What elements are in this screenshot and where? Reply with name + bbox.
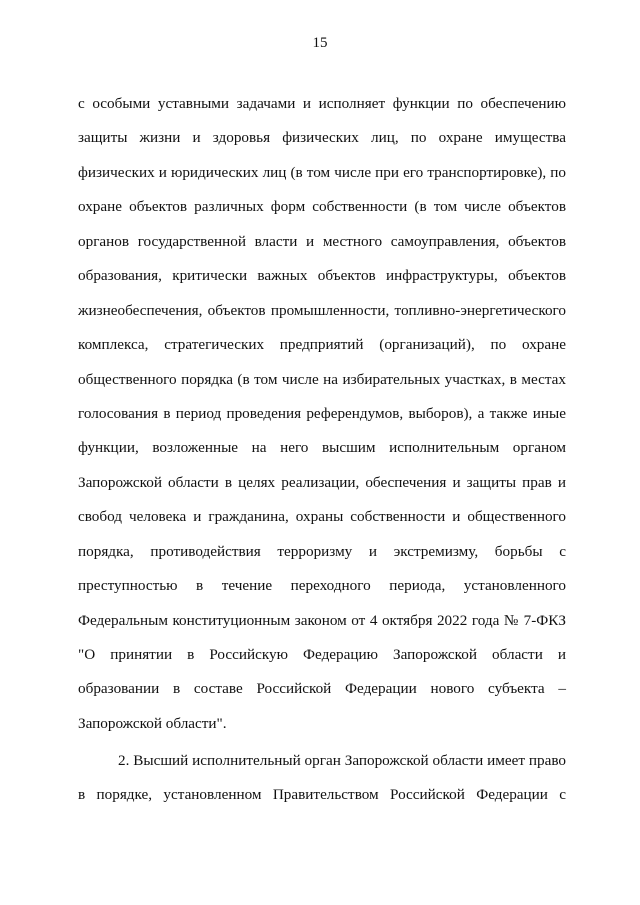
- text-line: образования, критически важных объектов инфраструктуры, объектов: [78, 267, 566, 285]
- text-line: свобод человека и гражданина, охраны собственности и общественного: [78, 508, 566, 526]
- text-line: общественного порядка (в том числе на избирательных участках, в местах: [78, 370, 566, 388]
- page-number: 15: [312, 35, 328, 51]
- text-line: Запорожской области в целях реализации, обеспечения и защиты прав и: [78, 473, 566, 491]
- text-line: охране объектов различных форм собственности (в том числе объектов: [78, 198, 566, 216]
- text-line: комплекса, стратегических предприятий (организаций), по охране: [78, 336, 566, 354]
- paragraph-2: [78, 751, 566, 820]
- text-line: органов государственной власти и местного самоуправления, объектов: [78, 232, 566, 250]
- text-line: Запорожской области".: [78, 714, 227, 732]
- text-line: в порядке, установленном Правительством Российской Федерации с: [78, 786, 566, 804]
- text-line: жизнеобеспечения, объектов промышленности, топливно-энергетического: [78, 301, 566, 319]
- text-line: голосования в период проведения референдумов, выборов), а также иные: [78, 404, 566, 422]
- text-line: преступностью в течение переходного периода, установленного: [78, 577, 566, 595]
- text-line: 2. Высший исполнительный орган Запорожской области имеет право: [118, 752, 566, 769]
- paragraph-1: [78, 94, 566, 748]
- text-line: функции, возложенные на него высшим исполнительным органом: [78, 439, 566, 457]
- text-line: образовании в составе Российской Федерации нового субъекта –: [78, 680, 566, 698]
- text-line: Федеральным конституционным законом от 4 октября 2022 года № 7-ФКЗ: [78, 611, 566, 629]
- text-line: защиты жизни и здоровья физических лиц, по охране имущества: [78, 129, 566, 147]
- text-line: физических и юридических лиц (в том числе при его транспортировке), по: [78, 163, 566, 181]
- text-line: с особыми уставными задачами и исполняет функции по обеспечению: [78, 95, 566, 112]
- text-line: "О принятии в Российскую Федерацию Запорожской области и: [78, 646, 566, 663]
- text-line: порядка, противодействия терроризму и экстремизму, борьбы с: [78, 542, 566, 560]
